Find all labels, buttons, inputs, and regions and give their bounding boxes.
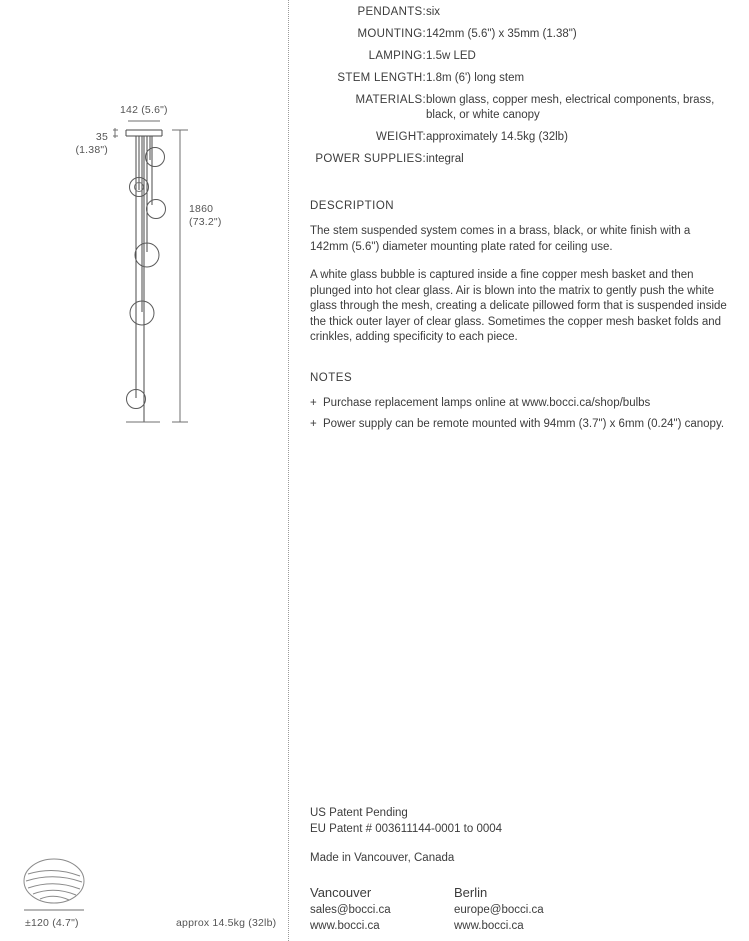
- office-berlin: [454, 885, 598, 935]
- spec-key-stem-length: STEM LENGTH:: [337, 72, 426, 84]
- dimension-canopy-line1: 35: [95, 131, 108, 143]
- specifications-column: [310, 0, 730, 439]
- office-email-berlin[interactable]: europe@bocci.ca: [454, 904, 544, 916]
- spec-key-lamping: LAMPING:: [368, 50, 426, 62]
- table-row: [310, 27, 730, 49]
- office-web-vancouver[interactable]: www.bocci.ca: [310, 919, 380, 932]
- spec-key-mounting: MOUNTING:: [357, 28, 426, 40]
- note-text-1: Purchase replacement lamps online at www.bocci.ca/shop/bulbs: [323, 396, 651, 409]
- spec-table: [310, 5, 730, 174]
- table-row: [310, 93, 730, 130]
- notes-heading: NOTES: [310, 371, 353, 384]
- spec-value-power-supplies: integral: [426, 153, 464, 165]
- spec-key-weight: WEIGHT:: [375, 131, 426, 143]
- patent-block: [310, 806, 730, 837]
- office-web-berlin[interactable]: www.bocci.ca: [454, 919, 524, 932]
- spec-key-power-supplies: POWER SUPPLIES:: [315, 153, 426, 165]
- bullet-plus-icon: +: [310, 396, 317, 409]
- table-row: [310, 130, 730, 152]
- made-in-line: Made in Vancouver, Canada: [310, 852, 455, 864]
- dimension-length-inches: (73.2"): [189, 216, 222, 228]
- dimension-label-bulb: ±120 (4.7"): [25, 917, 79, 929]
- spec-key-materials: MATERIALS:: [355, 94, 426, 106]
- bullet-plus-icon: +: [310, 418, 317, 430]
- description-heading: DESCRIPTION: [310, 200, 395, 212]
- spec-value-stem-length: 1.8m (6') long stem: [426, 72, 525, 84]
- office-city-vancouver: Vancouver: [310, 884, 372, 900]
- table-row: [310, 71, 730, 93]
- patent-line-1: US Patent Pending: [310, 807, 408, 819]
- bulb-detail: [24, 859, 84, 903]
- spec-value-lamping: 1.5w LED: [426, 50, 476, 62]
- dimension-length-value: 1860: [189, 203, 214, 215]
- office-vancouver: [310, 885, 454, 935]
- fixture-drawing-svg: [0, 0, 288, 941]
- footer: [310, 806, 730, 934]
- spec-value-materials: blown glass, copper mesh, electrical components, brass, black, or white canopy: [426, 94, 715, 121]
- office-city-berlin: Berlin: [454, 884, 488, 900]
- technical-drawing: [0, 0, 288, 941]
- column-divider: [288, 0, 290, 941]
- description-paragraph-1: The stem suspended system comes in a brass, black, or white finish with a 142mm (5.6") diameter mounting plate rated for ceiling use.: [310, 225, 691, 253]
- spec-value-mounting: 142mm (5.6") x 35mm (1.38"): [426, 28, 577, 40]
- office-columns: [310, 885, 730, 935]
- dimension-canopy-line2: (1.38"): [75, 144, 108, 156]
- description-paragraph-2: A white glass bubble is captured inside a fine copper mesh basket and then plunged into hot clear glass. Air is blown into the matrix to gently push the white glass through the mesh, creating a delicate pillowed form that is suspended inside the thick outer layer of clear glass. Sometimes the copper mesh basket folds and crinkles, adding specificity to each piece.: [310, 269, 727, 343]
- spec-value-pendants: six: [426, 6, 441, 18]
- table-row: [310, 152, 730, 174]
- dimension-label-weight: approx 14.5kg (32lb): [176, 917, 277, 929]
- patent-line-2: EU Patent # 003611144-0001 to 0004: [310, 822, 503, 835]
- office-email-vancouver[interactable]: sales@bocci.ca: [310, 904, 391, 916]
- notes-list: [310, 396, 730, 433]
- table-row: [310, 49, 730, 71]
- note-text-2: Power supply can be remote mounted with 94mm (3.7") x 6mm (0.24") canopy.: [323, 418, 725, 430]
- spec-value-weight: approximately 14.5kg (32lb): [426, 131, 568, 143]
- spec-key-pendants: PENDANTS:: [357, 6, 426, 18]
- table-row: [310, 5, 730, 27]
- list-item: [310, 417, 730, 433]
- dimension-label-width: 142 (5.6"): [120, 104, 168, 116]
- list-item: [310, 396, 730, 412]
